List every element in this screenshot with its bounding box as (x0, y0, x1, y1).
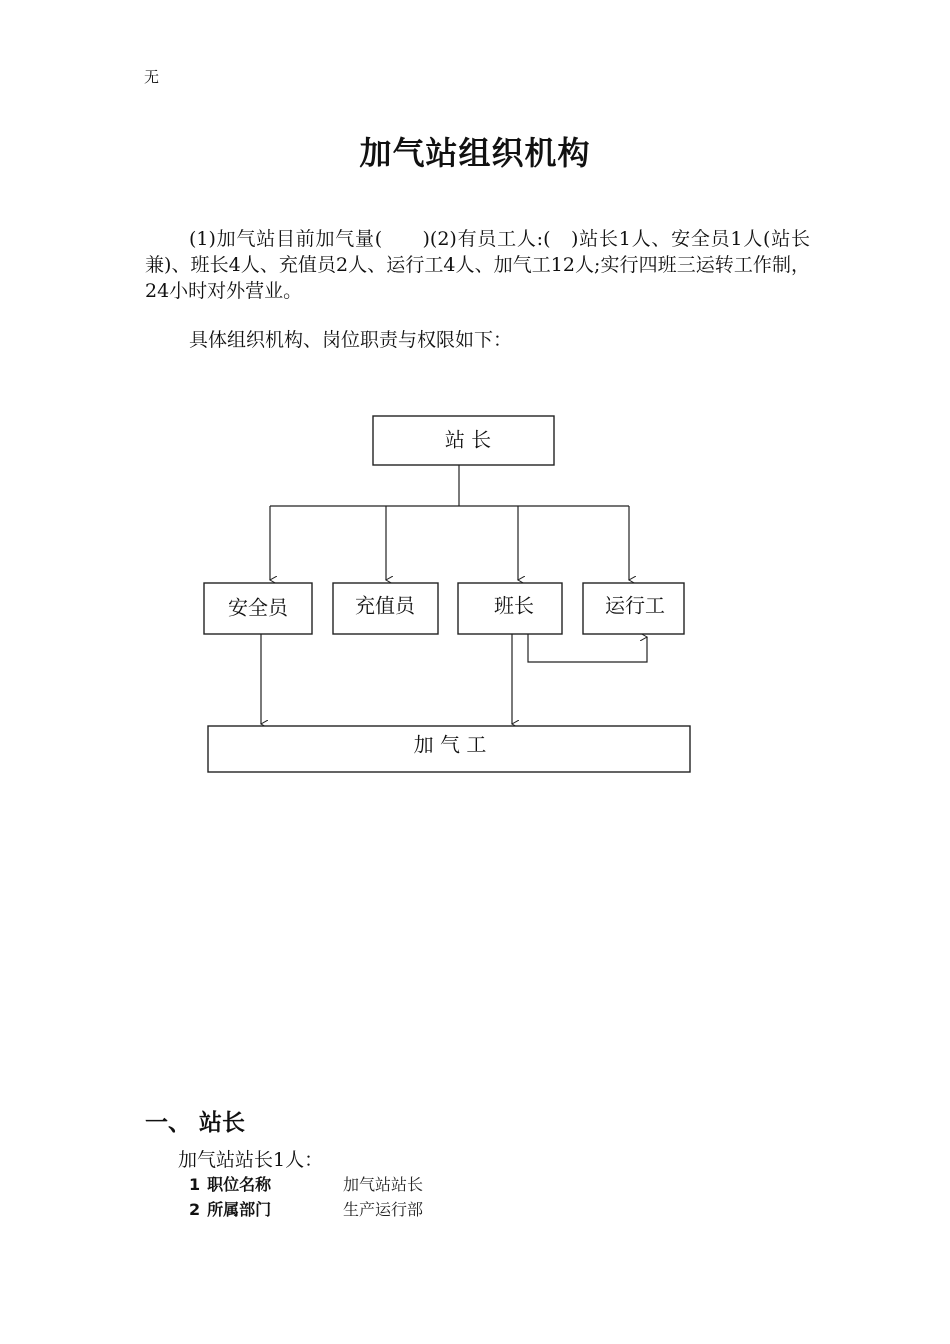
field-row-position-name (189, 1172, 423, 1195)
field-row-department (189, 1197, 423, 1220)
org-node-station-master (373, 416, 554, 465)
org-node-station-master-label: 站 长 (444, 427, 492, 452)
org-node-gas-filler (208, 726, 690, 772)
field-value: 生产运行部 (343, 1200, 424, 1219)
intro-paragraph: (1)加气站目前加气量( )(2)有员工人:( )站长1人、安全员1人(站长兼)、班长4人、充值员2人、运行工4人、加气工12人;实行四班三运转工作制，24小时对外营业。 (145, 228, 810, 302)
header-mark: 无 (144, 68, 160, 86)
org-chart (0, 400, 950, 790)
field-label (189, 1197, 343, 1220)
section-subtitle: 加气站站长1人： (178, 1149, 324, 1171)
org-node-safety-officer (204, 583, 312, 634)
field-number: 1 (189, 1175, 201, 1194)
lead-text: 具体组织机构、岗位职责与权限如下： (189, 329, 513, 351)
org-node-shift-leader-label: 班长 (494, 593, 534, 618)
page-title: 加气站组织机构 (359, 134, 591, 172)
field-number: 2 (189, 1200, 201, 1219)
org-node-recharge-clerk (333, 583, 438, 634)
field-label-text: 职位名称 (207, 1175, 272, 1194)
field-label (189, 1172, 343, 1195)
org-node-operator (583, 583, 684, 634)
org-node-safety-officer-label: 安全员 (228, 595, 288, 620)
org-node-operator-label: 运行工 (605, 593, 665, 618)
org-node-recharge-clerk-label: 充值员 (355, 593, 415, 618)
org-node-shift-leader (458, 583, 562, 634)
field-value: 加气站站长 (343, 1175, 424, 1194)
field-label-text: 所属部门 (207, 1200, 272, 1219)
org-node-gas-filler-label: 加 气 工 (413, 732, 487, 757)
section-heading: 一、 站长 (145, 1110, 246, 1136)
